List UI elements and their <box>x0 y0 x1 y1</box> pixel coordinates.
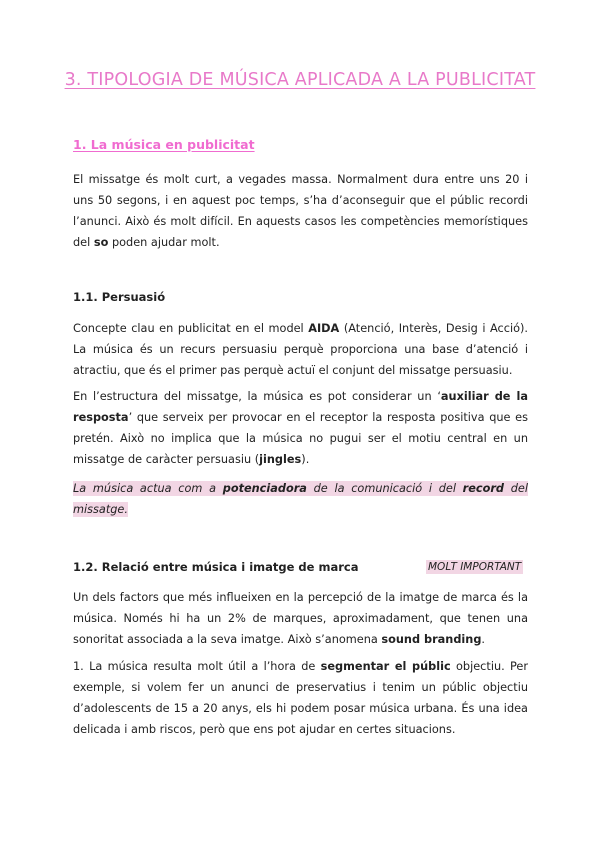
paragraph-segmentation: 1. La música resulta molt útil a l’hora de segmentar el públic objectiu. Per exemple, si volem fer un anunci de preservatius i tenim un públic objectiu d’adolescents de 15 a 20 anys, els hi podem posar música urbana. És una idea delicada i amb riscos, però que ens pot ajudar en certes situacions. <box>73 660 529 736</box>
subsection-heading-persuasion: 1.1. Persuasió <box>73 290 166 304</box>
important-tag: MOLT IMPORTANT <box>428 561 522 573</box>
highlighted-note: La música actua com a potenciadora de la comunicació i del record del missatge. <box>73 482 528 516</box>
section-heading-music-in-advertising: 1. La música en publicitat <box>73 137 255 152</box>
page-title: 3. TIPOLOGIA DE MÚSICA APLICADA A LA PUBLICITAT <box>64 70 536 90</box>
paragraph-aida: Concepte clau en publicitat en el model AIDA (Atenció, Interès, Desig i Acció). La música és un recurs persuasiu perquè proporciona una base d’atenció i atractiu, que és el primer pas perquè actuï el conjunt del missatge persuasiu. <box>73 322 528 377</box>
paragraph-sound-branding: Un dels factors que més influeixen en la percepció de la imatge de marca és la música. Només hi ha un 2% de marques, aproximadament, que tenen una sonoritat associada a la seva imatge. Això s’anomena sound branding. <box>73 591 528 646</box>
paragraph-intro: El missatge és molt curt, a vegades massa. Normalment dura entre uns 20 i uns 50 segons, i en aquest poc temps, s’ha d’aconseguir que el públic recordi l’anunci. Això és molt difícil. En aquests casos les competències memorístiques del so poden ajudar molt. <box>73 173 528 249</box>
paragraph-structure: En l’estructura del missatge, la música es pot considerar un ‘auxiliar de la resposta’ que serveix per provocar en el receptor la resposta positiva que es pretén. Això no implica que la música no pugui ser el motiu central en un missatge de caràcter persuasiu (jingles). <box>73 390 528 466</box>
subsection-heading-brand-image: 1.2. Relació entre música i imatge de marca <box>73 560 359 574</box>
